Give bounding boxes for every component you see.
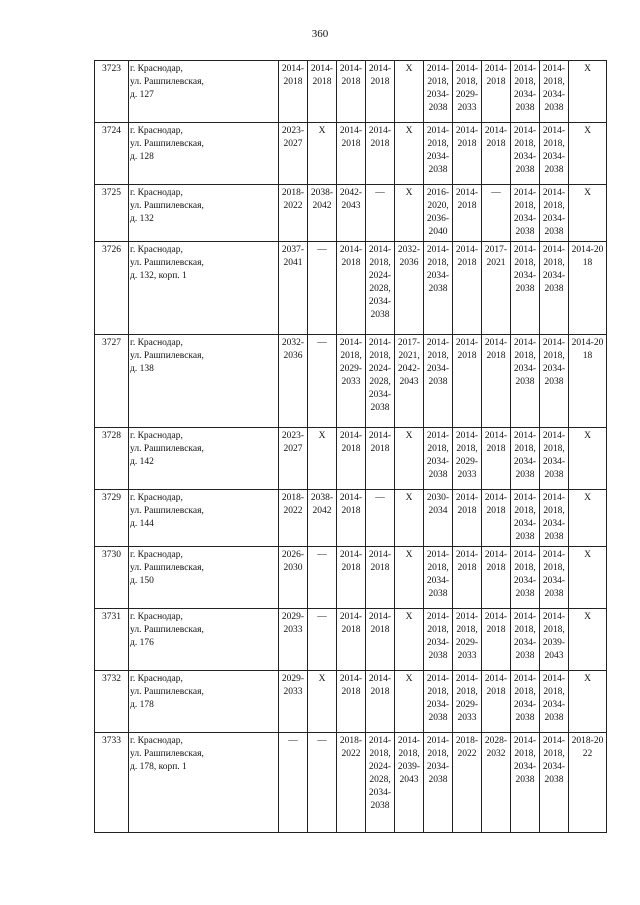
period-cell: X [395, 547, 424, 609]
address-line: г. Краснодар, [130, 188, 183, 198]
period-cell: 2014-2018, 2034-2038 [424, 123, 453, 185]
address-line: ул. Рашпилевская, [130, 625, 204, 635]
period-cell: 2014-2018 [366, 547, 395, 609]
period-cell: 2014-2018, 2034-2038 [540, 123, 569, 185]
address-line: г. Краснодар, [130, 612, 183, 622]
address-line: ул. Рашпилевская, [130, 506, 204, 516]
address-line: г. Краснодар, [130, 736, 183, 746]
address-line: г. Краснодар, [130, 64, 183, 74]
period-cell: X [308, 428, 337, 490]
address-line: г. Краснодар, [130, 431, 183, 441]
period-cell: 2014-2018 [453, 547, 482, 609]
period-cell: 2014-2018, 2034-2038 [540, 242, 569, 335]
period-cell: 2014-2018 [308, 61, 337, 123]
period-cell: 2014-2018 [337, 61, 366, 123]
period-cell: 2014-2018 [482, 61, 511, 123]
period-cell: — [308, 733, 337, 833]
period-cell: 2014-2018 [453, 490, 482, 547]
address-line: д. 142 [130, 457, 154, 467]
period-cell: — [308, 335, 337, 428]
address-cell [129, 242, 279, 335]
address-cell [129, 123, 279, 185]
period-cell: 2028-2032 [482, 733, 511, 833]
row-number: 3731 [95, 609, 129, 671]
address-line: г. Краснодар, [130, 674, 183, 684]
period-cell: 2032-2036 [395, 242, 424, 335]
address-cell [129, 547, 279, 609]
address-line: ул. Рашпилевская, [130, 258, 204, 268]
address-line: д. 176 [130, 638, 154, 648]
period-cell: 2014-2018 [482, 671, 511, 733]
period-cell: 2014-2018, 2034-2038 [511, 335, 540, 428]
row-number: 3728 [95, 428, 129, 490]
registry-table-body [95, 61, 607, 833]
period-cell: 2014-2018 [366, 123, 395, 185]
period-cell: — [308, 547, 337, 609]
period-cell: 2018-2022 [569, 733, 607, 833]
period-cell: 2014-2018, 2034-2038 [511, 609, 540, 671]
period-cell: 2014-2018, 2034-2038 [424, 733, 453, 833]
period-cell: 2016-2020, 2036-2040 [424, 185, 453, 242]
address-line: д. 128 [130, 152, 154, 162]
period-cell: X [395, 61, 424, 123]
period-cell: 2014-2018 [482, 609, 511, 671]
address-line: ул. Рашпилевская, [130, 563, 204, 573]
period-cell: 2014-2018, 2034-2038 [424, 671, 453, 733]
period-cell: 2014-2018, 2034-2038 [424, 335, 453, 428]
period-cell: 2014-2018 [453, 185, 482, 242]
row-number: 3725 [95, 185, 129, 242]
address-line: д. 178, корп. 1 [130, 762, 187, 772]
period-cell: 2038-2042 [308, 185, 337, 242]
period-cell: 2014-2018, 2039-2043 [395, 733, 424, 833]
address-line: г. Краснодар, [130, 126, 183, 136]
period-cell: 2014-2018, 2034-2038 [511, 733, 540, 833]
period-cell: X [308, 671, 337, 733]
period-cell: 2014-2018, 2034-2038 [511, 671, 540, 733]
period-cell: 2014-2018 [337, 490, 366, 547]
row-number: 3726 [95, 242, 129, 335]
period-cell: 2014-2018, 2034-2038 [511, 123, 540, 185]
period-cell: 2014-2018, 2034-2038 [424, 609, 453, 671]
address-line: ул. Рашпилевская, [130, 139, 204, 149]
period-cell: 2029-2033 [279, 609, 308, 671]
period-cell: 2014-2018 [337, 242, 366, 335]
address-cell [129, 185, 279, 242]
period-cell: 2014-2018 [453, 123, 482, 185]
period-cell: 2014-2018, 2034-2038 [540, 61, 569, 123]
period-cell: X [569, 547, 607, 609]
address-cell [129, 671, 279, 733]
period-cell: 2014-2018 [337, 671, 366, 733]
address-line: д. 150 [130, 576, 154, 586]
period-cell: 2014-2018 [337, 547, 366, 609]
period-cell: 2014-2018, 2034-2038 [511, 242, 540, 335]
period-cell: 2014-2018 [569, 242, 607, 335]
period-cell: 2014-2018, 2034-2038 [540, 490, 569, 547]
period-cell: 2029-2033 [279, 671, 308, 733]
address-line: д. 138 [130, 364, 154, 374]
period-cell: X [569, 61, 607, 123]
registry-table [94, 60, 607, 833]
period-cell: 2037-2041 [279, 242, 308, 335]
table-row [95, 242, 607, 335]
period-cell: 2014-2018 [453, 335, 482, 428]
period-cell: 2014-2018, 2034-2038 [540, 185, 569, 242]
table-row [95, 335, 607, 428]
period-cell: 2014-2018 [569, 335, 607, 428]
period-cell: 2014-2018, 2034-2038 [540, 335, 569, 428]
period-cell: 2014-2018, 2029-2033 [453, 61, 482, 123]
address-cell [129, 61, 279, 123]
period-cell: X [569, 123, 607, 185]
period-cell: X [395, 428, 424, 490]
period-cell: 2014-2018 [482, 335, 511, 428]
period-cell: X [395, 609, 424, 671]
period-cell: X [395, 185, 424, 242]
table-row [95, 609, 607, 671]
table-row [95, 733, 607, 833]
row-number: 3723 [95, 61, 129, 123]
address-cell [129, 733, 279, 833]
period-cell: 2018-2022 [453, 733, 482, 833]
table-row [95, 61, 607, 123]
period-cell: 2014-2018, 2029-2033 [453, 671, 482, 733]
address-line: г. Краснодар, [130, 338, 183, 348]
period-cell: 2017-2021 [482, 242, 511, 335]
period-cell: 2042-2043 [337, 185, 366, 242]
address-line: д. 178 [130, 700, 154, 710]
period-cell: 2014-2018 [337, 123, 366, 185]
period-cell: 2038-2042 [308, 490, 337, 547]
period-cell: 2014-2018 [482, 428, 511, 490]
period-cell: X [569, 490, 607, 547]
period-cell: — [308, 242, 337, 335]
period-cell: 2014-2018, 2034-2038 [424, 428, 453, 490]
period-cell: 2014-2018, 2034-2038 [540, 733, 569, 833]
period-cell: 2014-2018 [366, 609, 395, 671]
period-cell: — [279, 733, 308, 833]
period-cell: 2014-2018, 2039-2043 [540, 609, 569, 671]
address-cell [129, 609, 279, 671]
period-cell: X [569, 671, 607, 733]
period-cell: 2014-2018 [366, 671, 395, 733]
period-cell: — [366, 185, 395, 242]
period-cell: 2030-2034 [424, 490, 453, 547]
address-cell [129, 428, 279, 490]
row-number: 3732 [95, 671, 129, 733]
period-cell: 2014-2018 [453, 242, 482, 335]
address-line: ул. Рашпилевская, [130, 687, 204, 697]
row-number: 3727 [95, 335, 129, 428]
table-row [95, 185, 607, 242]
period-cell: 2014-2018 [482, 547, 511, 609]
period-cell: 2032-2036 [279, 335, 308, 428]
period-cell: X [569, 185, 607, 242]
period-cell: 2026-2030 [279, 547, 308, 609]
period-cell: 2017-2021, 2042-2043 [395, 335, 424, 428]
address-line: д. 132, корп. 1 [130, 271, 187, 281]
table-row [95, 490, 607, 547]
address-cell [129, 335, 279, 428]
table-row [95, 123, 607, 185]
period-cell: 2018-2022 [279, 185, 308, 242]
page-number: 360 [311, 28, 329, 40]
period-cell: 2014-2018, 2034-2038 [540, 671, 569, 733]
row-number: 3730 [95, 547, 129, 609]
period-cell: 2014-2018, 2024-2028, 2034-2038 [366, 733, 395, 833]
period-cell: 2018-2022 [337, 733, 366, 833]
address-line: д. 144 [130, 519, 154, 529]
address-line: ул. Рашпилевская, [130, 351, 204, 361]
address-cell [129, 490, 279, 547]
period-cell: 2023-2027 [279, 123, 308, 185]
address-line: д. 132 [130, 214, 154, 224]
period-cell: 2014-2018, 2034-2038 [424, 547, 453, 609]
period-cell: 2014-2018, 2029-2033 [453, 428, 482, 490]
period-cell: 2014-2018, 2034-2038 [511, 547, 540, 609]
period-cell: 2014-2018, 2034-2038 [424, 242, 453, 335]
period-cell: X [395, 123, 424, 185]
period-cell: 2014-2018 [482, 490, 511, 547]
period-cell: 2014-2018 [366, 61, 395, 123]
address-line: ул. Рашпилевская, [130, 201, 204, 211]
period-cell: 2014-2018 [279, 61, 308, 123]
period-cell: — [482, 185, 511, 242]
address-line: г. Краснодар, [130, 493, 183, 503]
row-number: 3724 [95, 123, 129, 185]
period-cell: 2014-2018, 2034-2038 [511, 185, 540, 242]
period-cell: X [395, 490, 424, 547]
table-row [95, 428, 607, 490]
address-line: г. Краснодар, [130, 550, 183, 560]
period-cell: 2014-2018, 2034-2038 [511, 490, 540, 547]
period-cell: — [366, 490, 395, 547]
address-line: ул. Рашпилевская, [130, 77, 204, 87]
period-cell: 2014-2018, 2034-2038 [511, 61, 540, 123]
period-cell: 2014-2018, 2024-2028, 2034-2038 [366, 335, 395, 428]
address-line: ул. Рашпилевская, [130, 749, 204, 759]
period-cell: 2014-2018 [337, 609, 366, 671]
address-line: д. 127 [130, 90, 154, 100]
period-cell: 2014-2018, 2034-2038 [540, 547, 569, 609]
period-cell: X [308, 123, 337, 185]
period-cell: 2023-2027 [279, 428, 308, 490]
period-cell: 2014-2018 [337, 428, 366, 490]
period-cell: 2014-2018, 2024-2028, 2034-2038 [366, 242, 395, 335]
period-cell: X [395, 671, 424, 733]
period-cell: 2014-2018, 2029-2033 [337, 335, 366, 428]
period-cell: 2014-2018 [482, 123, 511, 185]
address-line: ул. Рашпилевская, [130, 444, 204, 454]
period-cell: 2014-2018, 2029-2033 [453, 609, 482, 671]
table-row [95, 671, 607, 733]
period-cell: 2014-2018, 2034-2038 [424, 61, 453, 123]
period-cell: X [569, 609, 607, 671]
period-cell: — [308, 609, 337, 671]
period-cell: 2018-2022 [279, 490, 308, 547]
row-number: 3733 [95, 733, 129, 833]
address-line: г. Краснодар, [130, 245, 183, 255]
table-row [95, 547, 607, 609]
period-cell: X [569, 428, 607, 490]
period-cell: 2014-2018 [366, 428, 395, 490]
period-cell: 2014-2018, 2034-2038 [511, 428, 540, 490]
row-number: 3729 [95, 490, 129, 547]
period-cell: 2014-2018, 2034-2038 [540, 428, 569, 490]
